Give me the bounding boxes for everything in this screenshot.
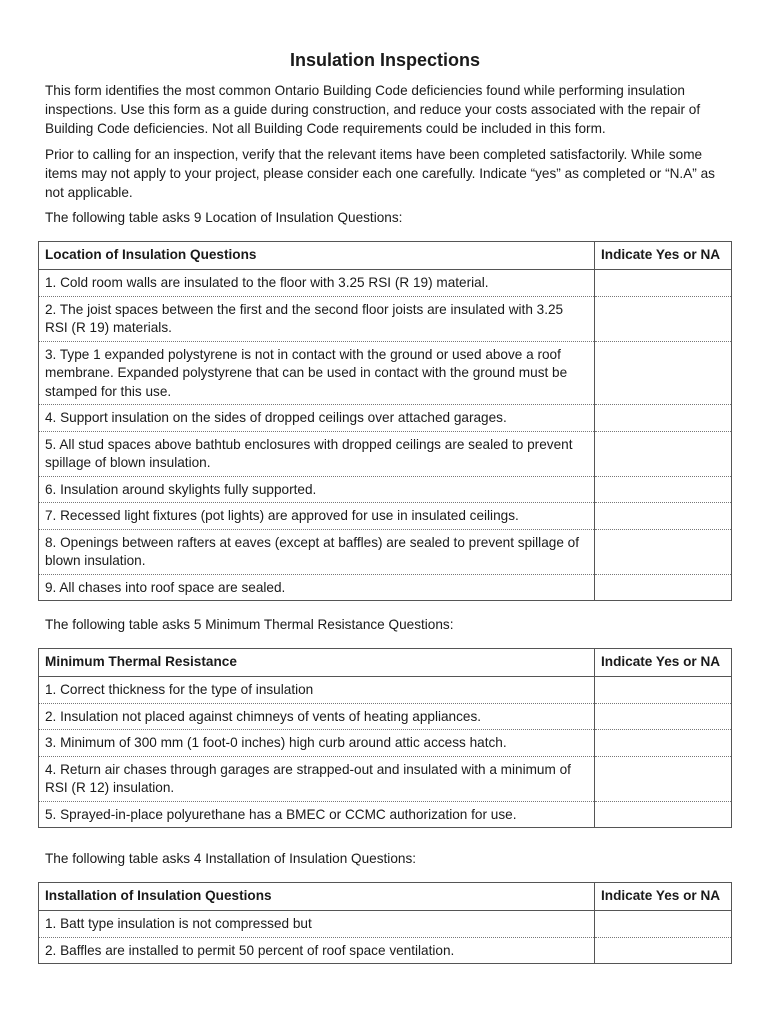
table-row — [39, 574, 732, 601]
table-row — [39, 801, 732, 828]
answer-field[interactable] — [595, 529, 732, 574]
question-text: 4. Return air chases through garages are strapped-out and insulated with a minimum of RSI (R 12) insulation. — [39, 756, 595, 801]
answer-field[interactable] — [595, 574, 732, 601]
page-title: Insulation Inspections — [289, 50, 481, 70]
answer-field[interactable] — [595, 703, 732, 730]
question-column-header: Location of Insulation Questions — [39, 242, 595, 270]
question-text: 5. Sprayed-in-place polyurethane has a BMEC or CCMC authorization for use. — [39, 801, 595, 828]
answer-column-header: Indicate Yes or NA — [595, 883, 732, 911]
table-row — [39, 296, 732, 341]
answer-field[interactable] — [595, 296, 732, 341]
table-row — [39, 703, 732, 730]
question-text: 1. Correct thickness for the type of insulation — [39, 677, 595, 704]
answer-field[interactable] — [595, 801, 732, 828]
intro-paragraph-2: Prior to calling for an inspection, verify that the relevant items have been completed satisfactorily. While some items may not apply to your project, please consider each one carefully. Indicate “yes” as completed or “N.A” as not applicable. — [45, 147, 715, 200]
question-text: 2. Baffles are installed to permit 50 percent of roof space ventilation. — [39, 937, 595, 964]
table-row — [39, 405, 732, 432]
table-row — [39, 756, 732, 801]
question-text: 3. Minimum of 300 mm (1 foot-0 inches) high curb around attic access hatch. — [39, 730, 595, 757]
section-3-intro: The following table asks 4 Installation of Insulation Questions: — [45, 851, 417, 866]
table-row — [39, 937, 732, 964]
table-row — [39, 431, 732, 476]
table-row — [39, 911, 732, 938]
answer-field[interactable] — [595, 341, 732, 405]
question-text: 8. Openings between rafters at eaves (except at baffles) are sealed to prevent spillage of blown insulation. — [39, 529, 595, 574]
question-text: 9. All chases into roof space are sealed. — [39, 574, 595, 601]
answer-field[interactable] — [595, 503, 732, 530]
answer-field[interactable] — [595, 911, 732, 938]
table-header-row — [39, 883, 732, 911]
minimum-thermal-resistance-table — [38, 648, 732, 828]
table-row — [39, 476, 732, 503]
table-row — [39, 730, 732, 757]
answer-field[interactable] — [595, 270, 732, 297]
question-text: 7. Recessed light fixtures (pot lights) are approved for use in insulated ceilings. — [39, 503, 595, 530]
table-row — [39, 270, 732, 297]
answer-field[interactable] — [595, 431, 732, 476]
table-header-row — [39, 242, 732, 270]
section-1-intro: The following table asks 9 Location of Insulation Questions: — [45, 210, 403, 225]
table-row — [39, 677, 732, 704]
question-text: 6. Insulation around skylights fully supported. — [39, 476, 595, 503]
answer-column-header: Indicate Yes or NA — [595, 649, 732, 677]
intro-paragraph-1: This form identifies the most common Ontario Building Code deficiencies found while performing insulation inspections. Use this form as a guide during construction, and reduce your costs associated with the repair of Building Code deficiencies. Not all Building Code requirements could be included in this form. — [45, 83, 701, 136]
question-text: 1. Cold room walls are insulated to the floor with 3.25 RSI (R 19) material. — [39, 270, 595, 297]
table-row — [39, 341, 732, 405]
answer-field[interactable] — [595, 405, 732, 432]
question-text: 4. Support insulation on the sides of dropped ceilings over attached garages. — [39, 405, 595, 432]
installation-of-insulation-table — [38, 882, 732, 964]
table-row — [39, 503, 732, 530]
answer-field[interactable] — [595, 476, 732, 503]
question-text: 1. Batt type insulation is not compressed but — [39, 911, 595, 938]
answer-field[interactable] — [595, 730, 732, 757]
answer-field[interactable] — [595, 677, 732, 704]
question-text: 2. Insulation not placed against chimneys of vents of heating appliances. — [39, 703, 595, 730]
section-2-intro: The following table asks 5 Minimum Thermal Resistance Questions: — [45, 617, 454, 632]
location-of-insulation-table — [38, 241, 732, 601]
answer-field[interactable] — [595, 756, 732, 801]
answer-column-header: Indicate Yes or NA — [595, 242, 732, 270]
table-header-row — [39, 649, 732, 677]
question-text: 2. The joist spaces between the first and the second floor joists are insulated with 3.25 RSI (R 19) materials. — [39, 296, 595, 341]
table-row — [39, 529, 732, 574]
question-column-header: Installation of Insulation Questions — [39, 883, 595, 911]
question-text: 5. All stud spaces above bathtub enclosures with dropped ceilings are sealed to prevent spillage of blown insulation. — [39, 431, 595, 476]
question-text: 3. Type 1 expanded polystyrene is not in contact with the ground or used above a roof membrane. Expanded polystyrene that can be used in contact with the ground must be stamped for this use. — [39, 341, 595, 405]
answer-field[interactable] — [595, 937, 732, 964]
question-column-header: Minimum Thermal Resistance — [39, 649, 595, 677]
